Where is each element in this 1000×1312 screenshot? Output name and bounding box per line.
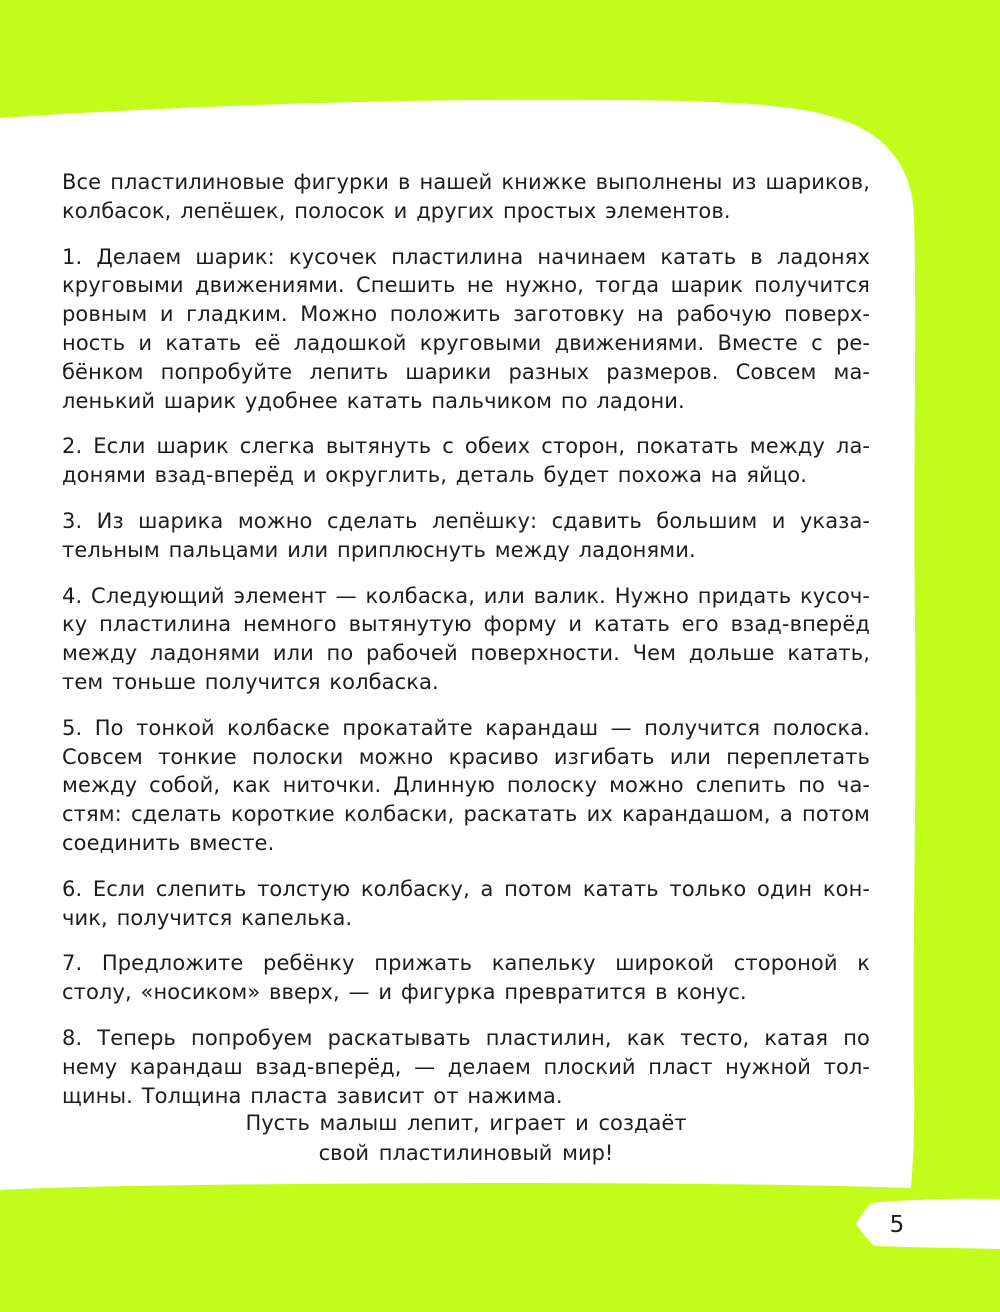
step-8-paragraph: 8. Теперь попробуем раскатывать пластилин, как тесто, катая по нему карандаш взад-вперёд, — делаем плоский пласт нужной толщины. Толщина пласта зависит от нажима. — [62, 1025, 870, 1108]
closing-line-1: Пусть малыш лепит, играет и создаёт — [245, 1111, 687, 1135]
step-4-paragraph: 4. Следующий элемент — колбаска, или валик. Нужно придать кусочку пластилина немного вытянутую форму и катать его взад-вперёд между ладонями или по рабочей поверхности. Чем дольше катать, тем тоньше получится колбаска. — [62, 583, 870, 694]
step-3-paragraph: 3. Из шарика можно сделать лепёшку: сдавить большим и указательным пальцами или приплюснуть между ладонями. — [62, 508, 870, 562]
step-7-paragraph: 7. Предложите ребёнку прижать капельку широкой стороной к столу, «носиком» вверх, — и фигурка превратится в конус. — [62, 951, 870, 1005]
closing-note — [62, 1108, 870, 1168]
step-1-paragraph: 1. Делаем шарик: кусочек пластилина начинаем катать в ладонях круговыми движениями. Спешить не нужно, тогда шарик получится ровным и гладким. Можно положить заготовку на рабочую поверхность и катать её ладошкой круговыми движениями. Вместе с ребёнком попробуйте лепить шарики разных размеров. Совсем маленький шарик удобнее катать пальчиком по ладони. — [62, 244, 870, 413]
step-2-paragraph: 2. Если шарик слегка вытянуть с обеих сторон, покатать между ладонями взад-вперёд и округлить, деталь будет похожа на яйцо. — [62, 434, 870, 488]
closing-line-2: свой пластилиновый мир! — [318, 1141, 614, 1165]
instructions-text — [62, 168, 870, 1127]
step-5-paragraph: 5. По тонкой колбаске прокатайте карандаш — получится полоска. Совсем тонкие полоски можно красиво изгибать или переплетать между собой, как ниточки. Длинную полоску можно слепить по частям: сделать короткие колбаски, раскатать их карандашом, а потом соединить вместе. — [62, 715, 870, 855]
page-number: 5 — [889, 1212, 905, 1238]
intro-paragraph: Все пластилиновые фигурки в нашей книжке выполнены из шариков, колбасок, лепёшек, полосок и других простых элементов. — [62, 170, 870, 223]
step-6-paragraph: 6. Если слепить толстую колбаску, а потом катать только один кончик, получится капелька. — [62, 876, 870, 930]
